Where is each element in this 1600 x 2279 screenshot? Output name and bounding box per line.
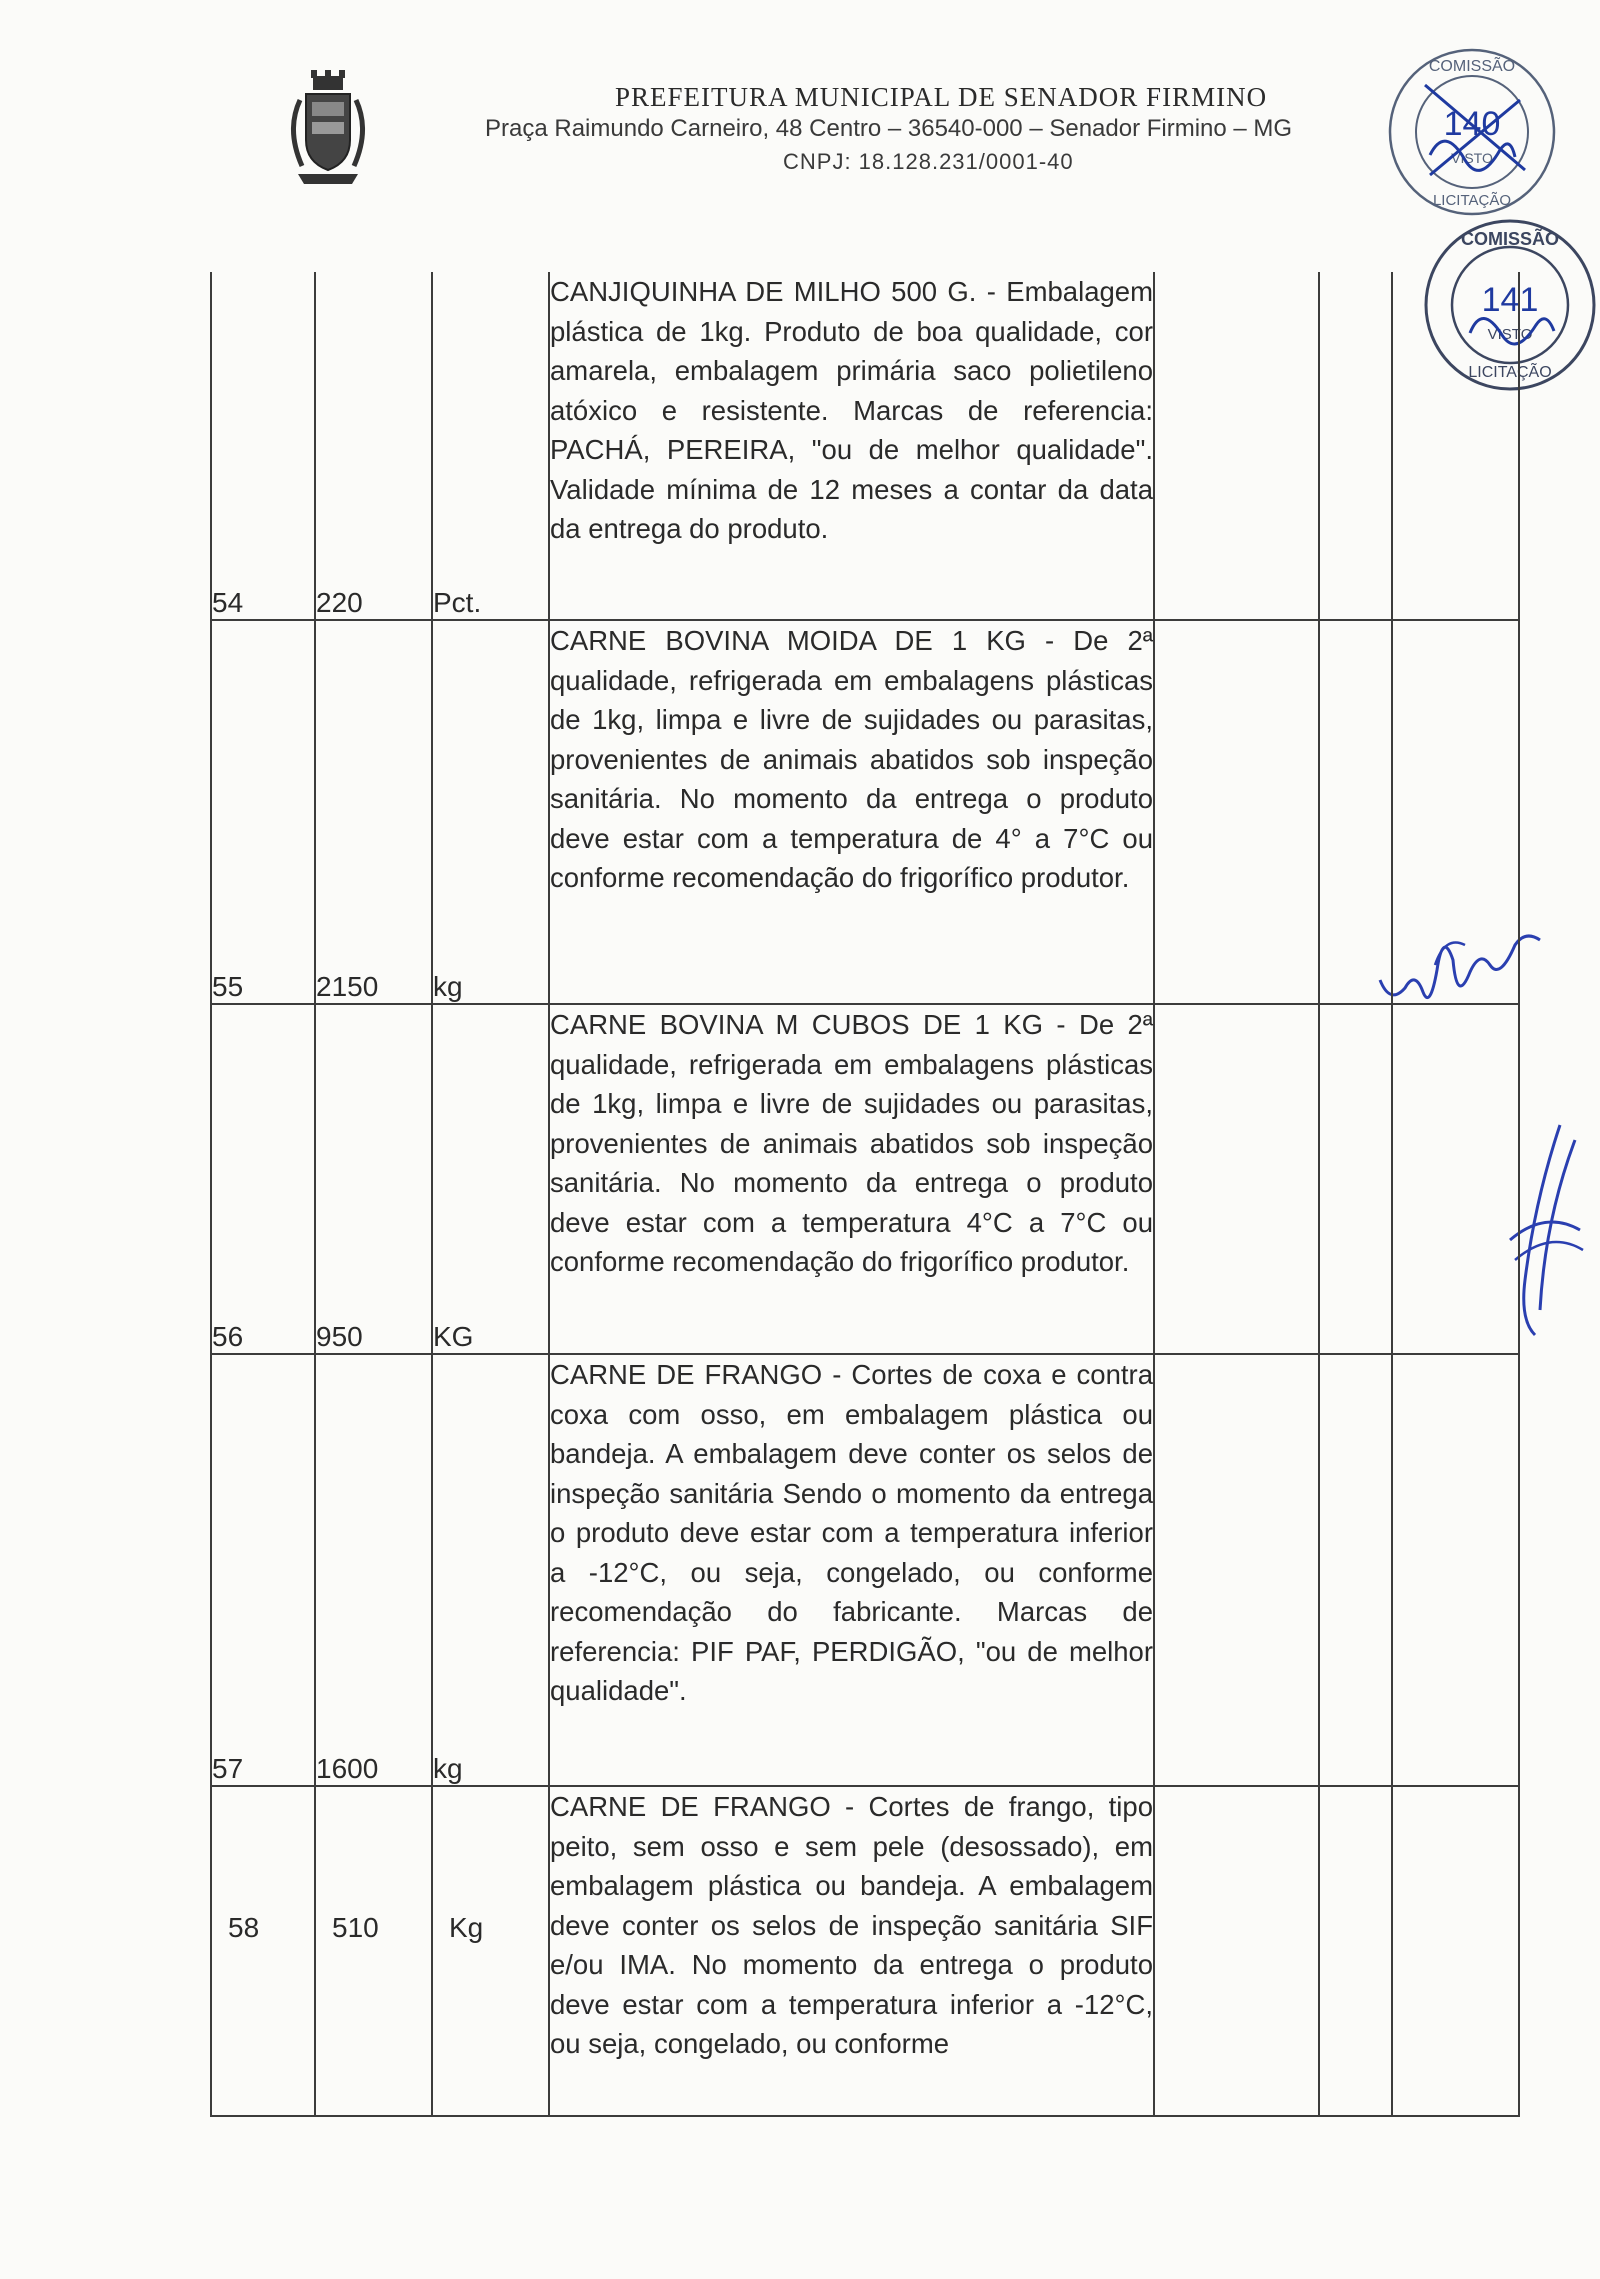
table-row xyxy=(211,272,1519,620)
empty-cell xyxy=(1319,1786,1392,2116)
empty-cell xyxy=(1319,620,1392,1004)
stamp2-bottom: LICITAÇÃO xyxy=(1468,364,1552,381)
item-description xyxy=(549,620,1154,1004)
item-description-text: CARNE DE FRANGO - Cortes de coxa e contra coxa com osso, em embalagem plástica ou bandeja. A embalagem deve conter os selos de inspeção sanitária Sendo o momento da entrega o produto deve estar com a temperatura inferior a -12°C, ou seja, congelado, ou conforme recomendação do fabricante. Marcas de referencia: PIF PAF, PERDIGÃO, "ou de melhor qualidade". xyxy=(550,1359,1153,1706)
item-number: 55 xyxy=(211,620,315,1004)
item-description xyxy=(549,272,1154,620)
item-description-text: CARNE BOVINA MOIDA DE 1 KG - De 2ª qualidade, refrigerada em embalagens plásticas de 1kg, limpa e livre de sujidades ou parasitas, provenientes de animais abatidos sob inspeção sanitária. No momento da entrega o produto deve estar com a temperatura de 4° a 7°C ou conforme recomendação do frigorífico produtor. xyxy=(550,625,1153,893)
item-description-text: CARNE DE FRANGO - Cortes de frango, tipo peito, sem osso e sem pele (desossado), em embalagem plástica ou bandeja. A embalagem deve conter os selos de inspeção sanitária SIF e/ou IMA. No momento da entrega o produto deve estar com a temperatura inferior a -12°C, ou seja, congelado, ou conforme xyxy=(550,1791,1153,2059)
item-quantity: 220 xyxy=(315,272,432,620)
stamp1-middle: VISTO xyxy=(1451,150,1493,166)
header-cnpj: CNPJ: 18.128.231/0001-40 xyxy=(783,149,1074,174)
item-unit: kg xyxy=(432,620,549,1004)
empty-cell xyxy=(1392,620,1519,1004)
item-quantity: 950 xyxy=(315,1004,432,1354)
municipal-crest-icon xyxy=(278,70,378,190)
item-number: 54 xyxy=(211,272,315,620)
empty-cell xyxy=(1154,1786,1319,2116)
item-number: 58 xyxy=(211,1786,315,2116)
item-unit: KG xyxy=(432,1004,549,1354)
commission-stamp-icon xyxy=(1385,45,1560,220)
item-description-text: CANJIQUINHA DE MILHO 500 G. - Embalagem plástica de 1kg. Produto de boa qualidade, cor amarela, embalagem primária saco polietileno atóxico e resistente. Marcas de referencia: PACHÁ, PEREIRA, "ou de melhor qualidade". Validade mínima de 12 meses a contar da data da entrega do produto. xyxy=(550,276,1153,544)
table-row xyxy=(211,1786,1519,2116)
item-unit: kg xyxy=(432,1354,549,1786)
item-unit: Kg xyxy=(432,1786,549,2116)
stamp1-top-text: COMISSÃO xyxy=(1428,58,1516,75)
stamp2-middle: VISTO xyxy=(1487,326,1533,343)
item-number: 57 xyxy=(211,1354,315,1786)
table-row xyxy=(211,1004,1519,1354)
empty-cell xyxy=(1154,1004,1319,1354)
items-table xyxy=(210,272,1520,2117)
stamp2-number: 141 xyxy=(1481,281,1539,319)
table-row xyxy=(211,1354,1519,1786)
item-number: 56 xyxy=(211,1004,315,1354)
item-quantity: 1600 xyxy=(315,1354,432,1786)
item-description-text: CARNE BOVINA M CUBOS DE 1 KG - De 2ª qualidade, refrigerada em embalagens plásticas de 1kg, limpa e livre de sujidades ou parasitas, provenientes de animais abatidos sob inspeção sanitária. No momento da entrega o produto deve estar com a temperatura 4°C a 7°C ou conforme recomendação do frigorífico produtor. xyxy=(550,1009,1153,1277)
stamp1-number: 140 xyxy=(1443,105,1501,143)
empty-cell xyxy=(1392,1786,1519,2116)
empty-cell xyxy=(1392,1004,1519,1354)
item-quantity: 510 xyxy=(315,1786,432,2116)
header-title: PREFEITURA MUNICIPAL DE SENADOR FIRMINO xyxy=(615,82,1268,112)
stamp1-bottom: LICITAÇÃO xyxy=(1432,192,1512,209)
item-description xyxy=(549,1786,1154,2116)
empty-cell xyxy=(1392,272,1519,620)
item-description xyxy=(549,1004,1154,1354)
empty-cell xyxy=(1392,1354,1519,1786)
empty-cell xyxy=(1154,620,1319,1004)
table-row xyxy=(211,620,1519,1004)
empty-cell xyxy=(1319,1004,1392,1354)
empty-cell xyxy=(1319,272,1392,620)
item-description xyxy=(549,1354,1154,1786)
empty-cell xyxy=(1154,1354,1319,1786)
stamp2-top-text: COMISSÃO xyxy=(1460,229,1560,249)
header-address: Praça Raimundo Carneiro, 48 Centro – 36540-000 – Senador Firmino – MG xyxy=(485,115,1293,142)
page-header xyxy=(0,0,1600,200)
empty-cell xyxy=(1154,272,1319,620)
item-unit: Pct. xyxy=(432,272,549,620)
item-quantity: 2150 xyxy=(315,620,432,1004)
empty-cell xyxy=(1319,1354,1392,1786)
